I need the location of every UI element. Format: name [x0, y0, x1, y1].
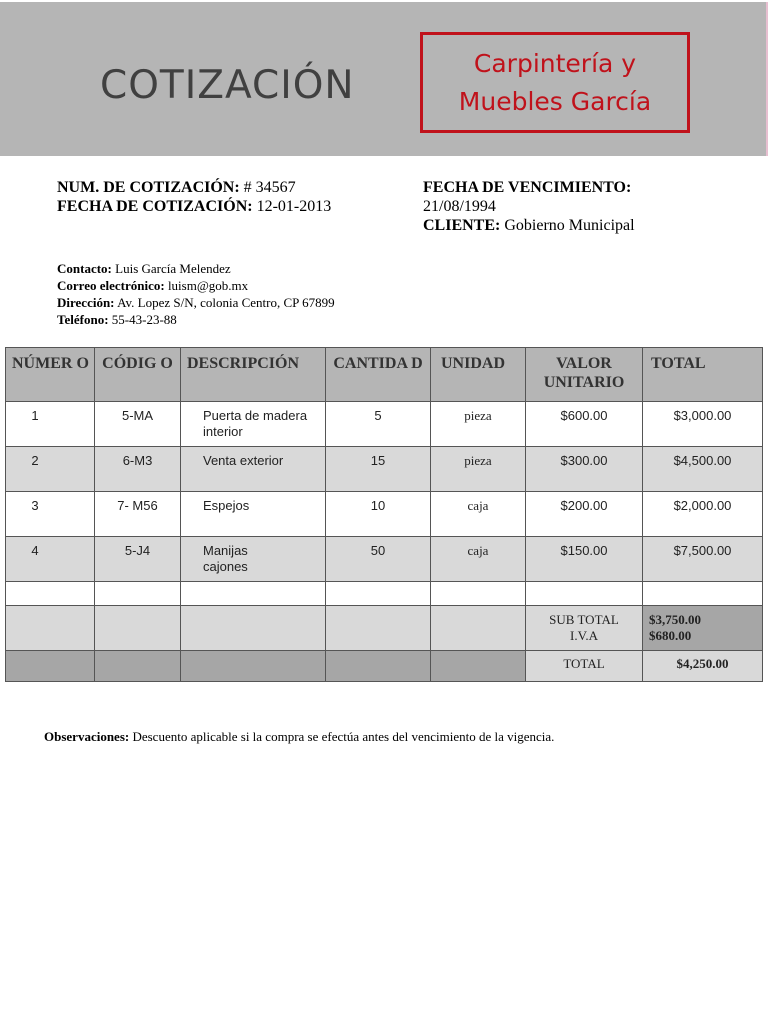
header-description: DESCRIPCIÓN [181, 348, 326, 402]
table-header-row [6, 348, 763, 402]
cell-quantity: 5 [326, 402, 431, 447]
subtotal-values [643, 606, 763, 651]
cell-description: Manijas cajones [181, 537, 326, 582]
contact-label: Contacto: [57, 261, 112, 276]
cell-unit: pieza [431, 447, 526, 492]
table-row [6, 537, 763, 582]
quote-date-label: FECHA DE COTIZACIÓN: [57, 198, 253, 215]
observations-text: Descuento aplicable si la compra se efectúa antes del vencimiento de la vigencia. [129, 729, 555, 744]
observations [44, 729, 554, 745]
header-unit: UNIDAD [431, 348, 526, 402]
cell-description: Espejos [181, 492, 326, 537]
cell-quantity: 15 [326, 447, 431, 492]
email-value: luism@gob.mx [164, 278, 249, 293]
email-label: Correo electrónico: [57, 278, 165, 293]
cell-description: Venta exterior [181, 447, 326, 492]
cell-code: 6-M3 [95, 447, 181, 492]
header-total: TOTAL [643, 348, 763, 402]
cell-total: $4,500.00 [643, 447, 763, 492]
cell-number: 4 [6, 537, 95, 582]
total-label: TOTAL [526, 651, 643, 682]
header-code: CÓDIG O [95, 348, 181, 402]
header-quantity: CANTIDA D [326, 348, 431, 402]
observations-label: Observaciones: [44, 729, 130, 744]
quote-info-left [57, 178, 331, 216]
company-logo-box [420, 32, 690, 133]
due-date-value: 21/08/1994 [423, 198, 496, 215]
cell-number: 1 [6, 402, 95, 447]
table-row [6, 447, 763, 492]
total-row [6, 651, 763, 682]
cell-unit-price: $600.00 [526, 402, 643, 447]
cell-unit: pieza [431, 402, 526, 447]
cell-unit-price: $200.00 [526, 492, 643, 537]
page-title: COTIZACIÓN [100, 63, 355, 108]
table-row [6, 492, 763, 537]
subtotal-value: $3,750.00 [649, 612, 701, 627]
cell-unit-price: $150.00 [526, 537, 643, 582]
items-table [5, 347, 763, 682]
company-name-line1: Carpintería y [473, 48, 637, 78]
cell-quantity: 10 [326, 492, 431, 537]
cell-code: 5-J4 [95, 537, 181, 582]
subtotal-label: SUB TOTAL [549, 612, 619, 627]
quote-number-label: NUM. DE COTIZACIÓN: [57, 179, 240, 196]
address-label: Dirección: [57, 295, 115, 310]
address-value: Av. Lopez S/N, colonia Centro, CP 67899 [114, 295, 335, 310]
subtotal-row [6, 606, 763, 651]
cell-total: $2,000.00 [643, 492, 763, 537]
cell-unit: caja [431, 492, 526, 537]
table-row [6, 402, 763, 447]
cell-number: 2 [6, 447, 95, 492]
quote-date-value: 12-01-2013 [252, 198, 332, 215]
client-label: CLIENTE: [423, 217, 501, 234]
cell-number: 3 [6, 492, 95, 537]
cell-total: $7,500.00 [643, 537, 763, 582]
quote-number-value: # 34567 [239, 179, 296, 196]
cell-code: 5-MA [95, 402, 181, 447]
cell-total: $3,000.00 [643, 402, 763, 447]
table-row-empty [6, 582, 763, 606]
header-number: NÚMER O [6, 348, 95, 402]
phone-value: 55-43-23-88 [108, 312, 177, 327]
iva-label: I.V.A [570, 628, 598, 643]
cell-quantity: 50 [326, 537, 431, 582]
company-name-line2: Muebles García [458, 86, 652, 116]
due-date-label: FECHA DE VENCIMIENTO: [423, 179, 632, 196]
header-unit-price: VALOR UNITARIO [526, 348, 643, 402]
contact-block [57, 260, 335, 328]
iva-value: $680.00 [649, 628, 692, 643]
total-value: $4,250.00 [643, 651, 763, 682]
cell-unit-price: $300.00 [526, 447, 643, 492]
cell-unit: caja [431, 537, 526, 582]
header-banner [0, 2, 768, 156]
client-value: Gobierno Municipal [500, 217, 635, 234]
phone-label: Teléfono: [57, 312, 109, 327]
cell-description: Puerta de madera interior [181, 402, 326, 447]
quote-info-right [423, 178, 635, 235]
cell-code: 7- M56 [95, 492, 181, 537]
contact-value: Luis García Melendez [111, 261, 231, 276]
subtotal-labels [526, 606, 643, 651]
